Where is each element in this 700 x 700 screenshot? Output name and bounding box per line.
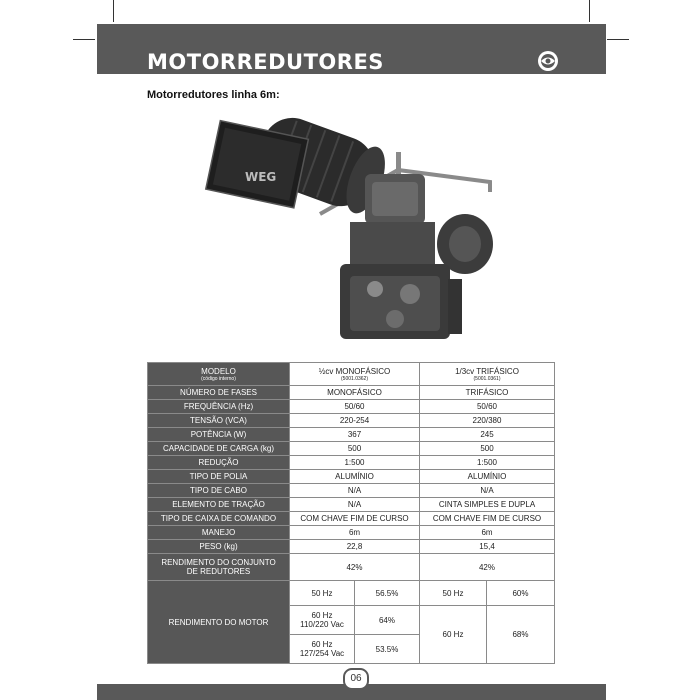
table-header-row (148, 363, 555, 386)
table-row (148, 470, 555, 484)
table-row-rendimento-conjunto (148, 554, 555, 581)
row-value-col1: ALUMÍNIO (290, 470, 420, 484)
row-label: CAPACIDADE DE CARGA (kg) (148, 442, 290, 456)
row-value-col2: CINTA SIMPLES E DUPLA (420, 498, 555, 512)
header-label-cell (148, 363, 290, 386)
row-label: TIPO DE CAIXA DE COMANDO (148, 512, 290, 526)
crop-mark-left-h (73, 39, 95, 40)
mono-voltage: 110/220 Vac (300, 620, 344, 629)
row-value-col1: 220-254 (290, 414, 420, 428)
model-col1-sub: (5001.0362) (341, 375, 368, 382)
rend-conjunto-label-2: DE REDUTORES (186, 567, 251, 576)
table-row (148, 428, 555, 442)
tri-freq-cell: 60 Hz (420, 606, 487, 664)
model-col2: 1/3cv TRIFÁSICO (455, 366, 519, 376)
mono-val-cell: 56.5% (355, 581, 420, 606)
table-row (148, 540, 555, 554)
row-value-col1: 1:500 (290, 456, 420, 470)
mono-freq-cell (290, 635, 355, 664)
row-value-col2: 220/380 (420, 414, 555, 428)
row-label: PESO (kg) (148, 540, 290, 554)
row-value-col2: ALUMÍNIO (420, 470, 555, 484)
rend-conjunto-col1: 42% (290, 554, 420, 581)
mono-freq: 60 Hz (311, 640, 333, 649)
spec-table (147, 362, 555, 664)
row-value-col2: 1:500 (420, 456, 555, 470)
row-label: TIPO DE CABO (148, 484, 290, 498)
row-value-col1: MONOFÁSICO (290, 386, 420, 400)
rend-conjunto-col2: 42% (420, 554, 555, 581)
table-row (148, 498, 555, 512)
row-value-col2: 50/60 (420, 400, 555, 414)
rend-conjunto-label (148, 554, 290, 581)
mono-freq-cell (290, 606, 355, 635)
row-label: NÚMERO DE FASES (148, 386, 290, 400)
page-number: 06 (343, 668, 369, 690)
row-label: TENSÃO (VCA) (148, 414, 290, 428)
row-value-col1: 367 (290, 428, 420, 442)
row-value-col2: 15,4 (420, 540, 555, 554)
row-value-col1: 50/60 (290, 400, 420, 414)
model-col1: ½cv MONOFÁSICO (318, 366, 391, 376)
row-label: REDUÇÃO (148, 456, 290, 470)
row-value-col2: 245 (420, 428, 555, 442)
row-label: TIPO DE POLIA (148, 470, 290, 484)
section-subtitle: Motorredutores linha 6m: (147, 89, 280, 101)
row-value-col2: 6m (420, 526, 555, 540)
row-label: MANEJO (148, 526, 290, 540)
gearmotor-photo (200, 104, 500, 354)
mono-val-cell: 64% (355, 606, 420, 635)
model-col2-sub: (5001.0361) (473, 375, 501, 382)
row-value-col2: 500 (420, 442, 555, 456)
row-label: ELEMENTO DE TRAÇÃO (148, 498, 290, 512)
mono-freq-cell (290, 581, 355, 606)
rend-conjunto-label-1: RENDIMENTO DO CONJUNTO (161, 558, 276, 567)
row-value-col1: 22,8 (290, 540, 420, 554)
header-col2-cell (420, 363, 555, 386)
mono-val-cell: 53.5% (355, 635, 420, 664)
crop-mark-right-h (607, 39, 629, 40)
crop-mark-top-right-v (589, 0, 590, 22)
brand-mark: WEG (245, 170, 277, 184)
model-label: MODELO (201, 366, 236, 376)
brand-logo-icon (537, 50, 559, 72)
mono-freq: 60 Hz (311, 611, 333, 620)
table-row (148, 400, 555, 414)
header-col1-cell (290, 363, 420, 386)
crop-mark-top-left-v (113, 0, 114, 22)
row-value-col1: 500 (290, 442, 420, 456)
table-row (148, 414, 555, 428)
model-label-sub: (código interno) (201, 375, 236, 382)
table-row (148, 442, 555, 456)
mono-freq: 50 Hz (311, 588, 333, 598)
page-title: MOTORREDUTORES (147, 50, 384, 74)
row-value-col1: N/A (290, 498, 420, 512)
table-row (148, 512, 555, 526)
table-row (148, 484, 555, 498)
row-label: POTÊNCIA (W) (148, 428, 290, 442)
row-value-col1: N/A (290, 484, 420, 498)
tri-val-cell: 60% (487, 581, 555, 606)
row-value-col2: N/A (420, 484, 555, 498)
row-value-col2: COM CHAVE FIM DE CURSO (420, 512, 555, 526)
row-value-col1: COM CHAVE FIM DE CURSO (290, 512, 420, 526)
table-row (148, 526, 555, 540)
tri-val-cell: 68% (487, 606, 555, 664)
row-label: FREQUÊNCIA (Hz) (148, 400, 290, 414)
rend-motor-label: RENDIMENTO DO MOTOR (148, 581, 290, 664)
row-value-col2: TRIFÁSICO (420, 386, 555, 400)
mono-voltage: 127/254 Vac (299, 649, 345, 658)
row-value-col1: 6m (290, 526, 420, 540)
table-row (148, 456, 555, 470)
table-row (148, 386, 555, 400)
tri-freq-cell: 50 Hz (420, 581, 487, 606)
